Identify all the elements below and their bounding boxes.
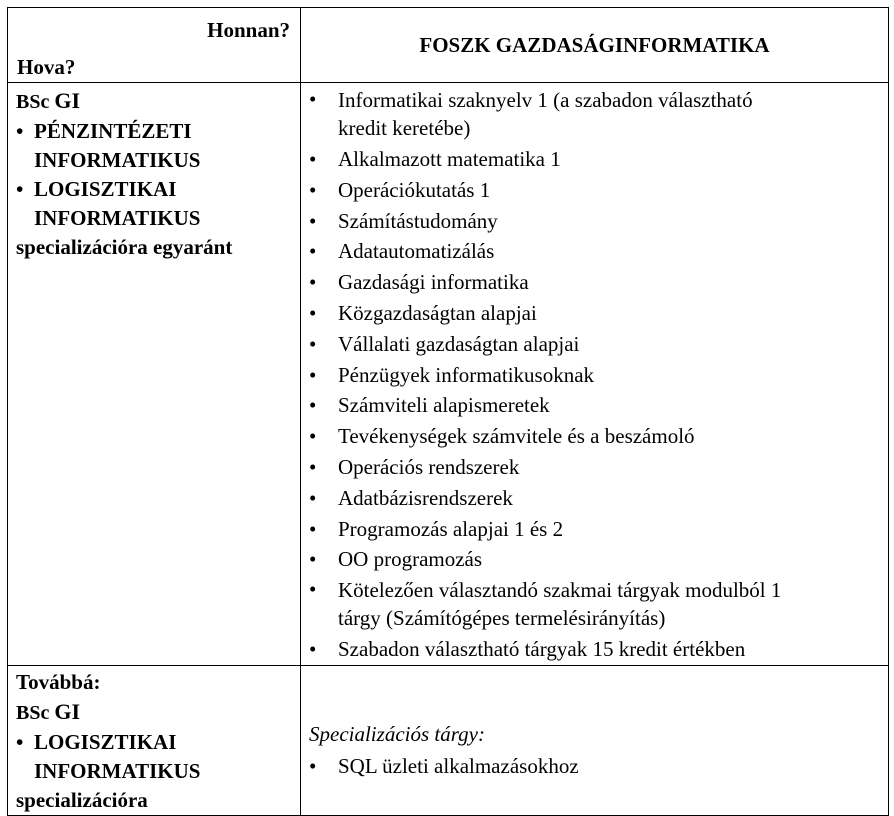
spec-subject-label: Specializációs tárgy: bbox=[309, 721, 485, 746]
course-item: • Adatbázisrendszerek bbox=[309, 483, 880, 514]
bullet-icon: • bbox=[309, 577, 317, 602]
to-label: Hova? bbox=[17, 55, 76, 79]
course-item: • OO programozás bbox=[309, 544, 880, 575]
specialization-note: specializációra bbox=[16, 787, 148, 812]
bullet-icon: • bbox=[309, 516, 317, 541]
bullet-icon: • bbox=[309, 300, 317, 325]
course-item: • Operációs rendszerek bbox=[309, 452, 880, 483]
bullet-icon: • bbox=[16, 119, 24, 143]
bullet-icon: • bbox=[309, 547, 317, 572]
course-list-cell bbox=[301, 83, 889, 666]
bullet-icon: • bbox=[309, 270, 317, 295]
bullet-icon: • bbox=[309, 87, 317, 111]
bullet-icon: • bbox=[309, 177, 317, 202]
bullet-icon: • bbox=[309, 362, 317, 387]
course-item: • Adatautomatizálás bbox=[309, 236, 880, 267]
specialization-item: • PÉNZINTÉZETI INFORMATIKUS bbox=[16, 119, 201, 172]
bullet-icon: • bbox=[309, 208, 317, 233]
bullet-icon: • bbox=[309, 239, 317, 264]
program-name: BSc GI bbox=[16, 698, 81, 724]
bullet-icon: • bbox=[309, 393, 317, 418]
header-diagonal-cell bbox=[8, 8, 301, 83]
source-cell-2 bbox=[8, 665, 301, 815]
bullet-icon: • bbox=[309, 424, 317, 449]
course-item: • Programozás alapjai 1 és 2 bbox=[309, 514, 880, 545]
equivalence-table bbox=[7, 7, 889, 816]
spec-subject-cell bbox=[301, 665, 889, 815]
course-item: • Pénzügyek informatikusoknak bbox=[309, 360, 880, 391]
bullet-icon: • bbox=[309, 147, 317, 171]
course-item: • Számviteli alapismeretek bbox=[309, 390, 880, 421]
bullet-icon: • bbox=[309, 331, 317, 356]
course-list bbox=[301, 83, 888, 665]
program-name: BSc GI bbox=[16, 88, 81, 113]
course-item: • Alkalmazott matematika 1 bbox=[309, 144, 880, 175]
source-cell-1 bbox=[8, 83, 301, 666]
bullet-icon: • bbox=[309, 485, 317, 510]
specialization-item: • LOGISZTIKAI INFORMATIKUS bbox=[16, 729, 201, 783]
header-row bbox=[8, 8, 889, 83]
spec-subject-item: • SQL üzleti alkalmazásokhoz bbox=[309, 753, 579, 778]
course-item: • Szabadon választható tárgyak 15 kredit értékben bbox=[309, 634, 880, 665]
specialization-item: • LOGISZTIKAI INFORMATIKUS bbox=[16, 177, 201, 230]
bullet-icon: • bbox=[309, 753, 317, 778]
intro-label: Továbbá: bbox=[16, 669, 101, 694]
course-item: • Gazdasági informatika bbox=[309, 267, 880, 298]
from-label: Honnan? bbox=[207, 18, 290, 42]
course-item: • Operációkutatás 1 bbox=[309, 175, 880, 206]
bullet-icon: • bbox=[16, 177, 24, 201]
row-additional bbox=[8, 665, 889, 815]
bullet-icon: • bbox=[16, 729, 24, 754]
course-item: • Kötelezően választandó szakmai tárgyak modulból 1 tárgy (Számítógépes termelésirányítás) bbox=[309, 577, 782, 631]
course-item: • Informatikai szaknyelv 1 (a szabadon választható kredit keretébe) bbox=[309, 87, 753, 140]
course-item: • Közgazdaságtan alapjai bbox=[309, 298, 880, 329]
course-item: • Vállalati gazdaságtan alapjai bbox=[309, 329, 880, 360]
row-main bbox=[8, 83, 889, 666]
bullet-icon: • bbox=[309, 454, 317, 479]
bullet-icon: • bbox=[309, 637, 317, 662]
specialization-note: specializációra egyaránt bbox=[16, 235, 233, 259]
course-item: • Tevékenységek számvitele és a beszámoló bbox=[309, 421, 880, 452]
course-item: • Számítástudomány bbox=[309, 206, 880, 237]
target-title: FOSZK GAZDASÁGINFORMATIKA bbox=[301, 8, 889, 83]
